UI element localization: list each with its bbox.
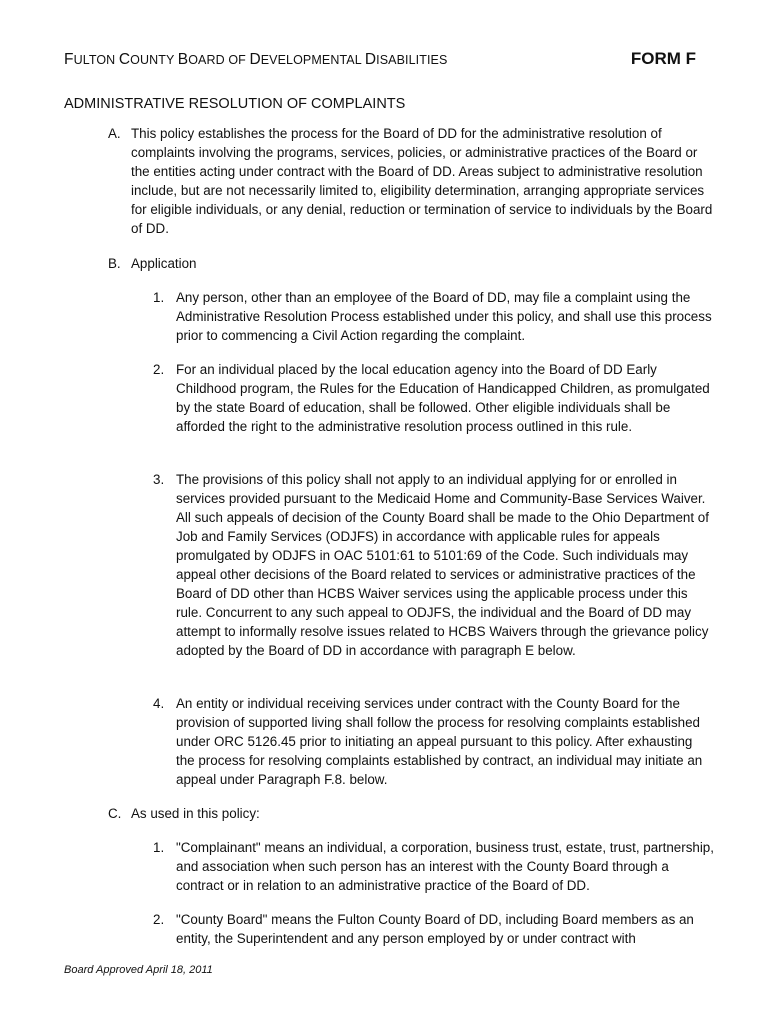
page-header <box>64 51 696 75</box>
list-item-text: "Complainant" means an individual, a corporation, business trust, estate, trust, partnership, and association when such person has an interest with the County Board through a contract or in relation to an administrative practice of the Board of DD. <box>176 840 714 893</box>
page-footer: Board Approved April 18, 2011 <box>64 964 213 976</box>
list-item-marker: 2. <box>153 362 165 377</box>
list-item-marker: 2. <box>153 912 165 927</box>
list-item-marker: 4. <box>153 696 165 711</box>
section-a-text: This policy establishes the process for the Board of DD for the administrative resolution of complaints involving the programs, services, policies, or administrative practices of the Board or the entities acting under contract with the Board of DD. Areas subject to administrative resolution include, but are not necessarily limited to, eligibility determination, arranging appropriate services for eligible individuals, or any denial, reduction or termination of service to individuals by the Board of DD. <box>131 126 713 236</box>
form-label: FORM F <box>630 49 696 68</box>
section-b-marker: B. <box>108 256 121 271</box>
list-item-marker: 1. <box>153 840 165 855</box>
list-item-text: The provisions of this policy shall not apply to an individual applying for or enrolled in services provided pursuant to the Medicaid Home and Community-Base Services Waiver. All such appeals of decision of the County Board shall be made to the Ohio Department of Job and Family Services (ODJFS) in accordance with applicable rules for appeals promulgated by ODJFS in OAC 5101:61 to 5101:69 of the Code. Such individuals may appeal other decisions of the Board related to services or administrative practices of the Board of DD other than HCBS Waiver services using the applicable process under this rule. Concurrent to any such appeal to ODJFS, the individual and the Board of DD may attempt to informally resolve issues related to HCBS Waivers through the grievance policy adopted by the Board of DD in accordance with paragraph E below. <box>176 472 709 658</box>
list-item-text: For an individual placed by the local education agency into the Board of DD Early Childhood program, the Rules for the Education of Handicapped Children, as promulgated by the state Board of education, shall be followed. Other eligible individuals shall be afforded the right to the administrative resolution process outlined in this rule. <box>176 362 710 434</box>
list-item-text: Any person, other than an employee of the Board of DD, may file a complaint using the Administrative Resolution Process established under this policy, and shall use this process prior to commencing a Civil Action regarding the complaint. <box>176 290 712 343</box>
section-a-marker: A. <box>108 126 121 141</box>
section-title: ADMINISTRATIVE RESOLUTION OF COMPLAINTS <box>64 96 406 112</box>
section-c-heading: As used in this policy: <box>131 806 260 821</box>
section-b-heading: Application <box>131 256 197 271</box>
section-c-marker: C. <box>108 806 122 821</box>
organization-title: FULTON COUNTY BOARD OF DEVELOPMENTAL DISABILITIES <box>64 51 448 68</box>
list-item-text: An entity or individual receiving services under contract with the County Board for the provision of supported living shall follow the process for resolving complaints established under ORC 5126.45 prior to initiating an appeal pursuant to this policy. After exhausting the process for resolving complaints established by contract, an individual may initiate an appeal under Paragraph F.8. below. <box>176 696 703 787</box>
list-item-marker: 1. <box>153 290 165 305</box>
list-item-text: "County Board" means the Fulton County Board of DD, including Board members as an entity, the Superintendent and any person employed by or under contract with <box>176 912 694 946</box>
list-item-marker: 3. <box>153 472 165 487</box>
